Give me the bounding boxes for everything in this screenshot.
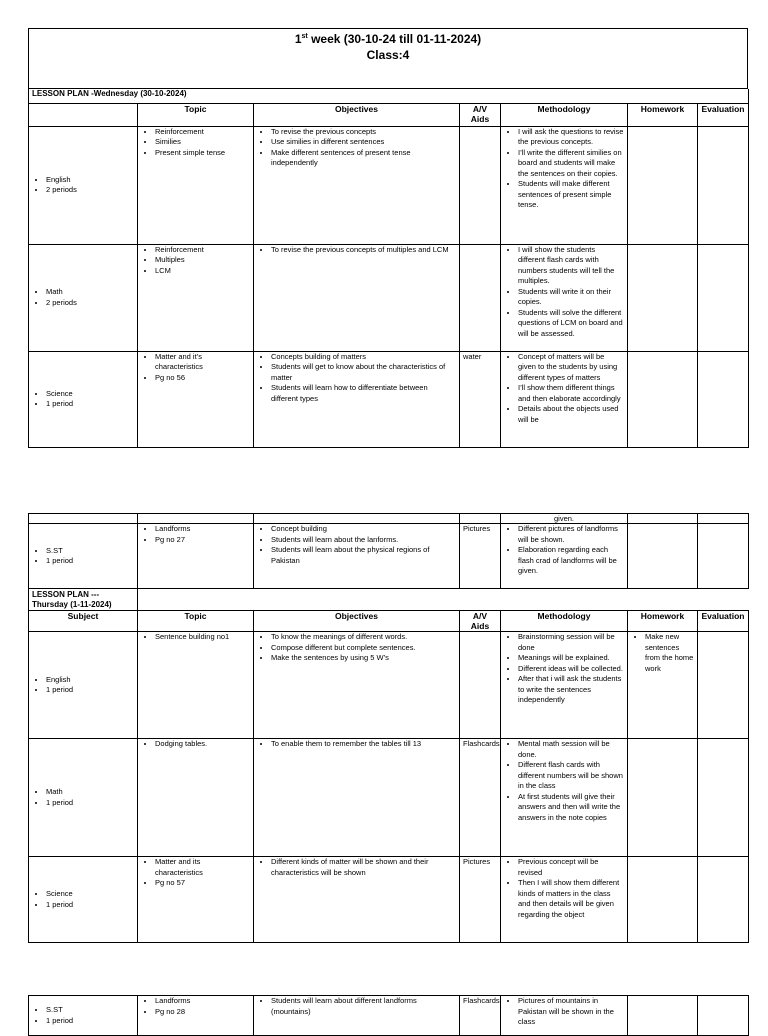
homework-cell [628, 244, 698, 351]
list-item: • Different ideas will be collected. [518, 664, 624, 675]
list-item: • To revise the previous concepts [271, 127, 456, 138]
topic-cell [138, 524, 254, 589]
topic-cell [138, 739, 254, 857]
header-av-aids: A/V Aids [460, 103, 501, 126]
list-item: • To enable them to remember the tables till 13 [271, 739, 456, 750]
topic-cell [138, 126, 254, 244]
list-item: • Pictures of mountains in Pakistan will be shown in the class [518, 996, 624, 1028]
list-item: • S.ST [46, 1005, 134, 1016]
homework-cell [628, 996, 698, 1036]
methodology-cell [501, 126, 628, 244]
list-item: • Concepts building of matters [271, 352, 456, 363]
subject-cell [29, 126, 138, 244]
list-item: • Matter and it’s characteristics [155, 352, 250, 373]
list-item: • Concept building [271, 524, 456, 535]
list-item: • I’ll show them different things and then elaborate accordingly [518, 383, 624, 404]
topic-cell [138, 244, 254, 351]
evaluation-cell [698, 632, 749, 739]
homework-cell [628, 739, 698, 857]
thursday-label: LESSON PLAN --- Thursday (1-11-2024) [29, 589, 138, 611]
list-item: • 2 periods [46, 298, 134, 309]
objectives-cell [254, 739, 460, 857]
list-item: • Pg no 28 [155, 1007, 250, 1018]
list-item: • Reinforcement [155, 127, 250, 138]
topic-cell [138, 632, 254, 739]
evaluation-cell [698, 351, 749, 447]
list-item: • Pg no 56 [155, 373, 250, 384]
list-item: • Math [46, 787, 134, 798]
wednesday-label: LESSON PLAN -Wednesday (30-10-2024) [29, 89, 749, 103]
list-item: • 1 period [46, 900, 134, 911]
list-item: • Science [46, 889, 134, 900]
subject-cell [29, 351, 138, 447]
list-item: • Different pictures of landforms will be shown. [518, 524, 624, 545]
evaluation-cell [698, 524, 749, 589]
list-item: • Pg no 57 [155, 878, 250, 889]
evaluation-cell [698, 739, 749, 857]
page-3 [28, 995, 748, 1036]
list-item: • I will ask the questions to revise the previous concepts. [518, 127, 624, 148]
class-title: Class:4 [366, 48, 410, 62]
list-item: • Students will solve the different questions of LCM on board and will be assessed. [518, 308, 624, 340]
list-item: • Reinforcement [155, 245, 250, 256]
evaluation-cell [698, 996, 749, 1036]
list-item: • LCM [155, 266, 250, 277]
homework-cell [628, 857, 698, 943]
page-1 [28, 28, 748, 448]
subject-cell [29, 996, 138, 1036]
homework-cell [628, 524, 698, 589]
table-row [29, 632, 749, 739]
list-item: • Math [46, 287, 134, 298]
list-item: • Landforms [155, 524, 250, 535]
header-objectives: Objectives [254, 611, 460, 632]
list-item: • Similies [155, 137, 250, 148]
evaluation-cell [698, 126, 749, 244]
objectives-cell [254, 351, 460, 447]
list-item: • Students will make different sentences of present simple tense. [518, 179, 624, 211]
list-item: • To revise the previous concepts of multiples and LCM [271, 245, 456, 256]
list-item: • S.ST [46, 546, 134, 557]
subject-cell [29, 739, 138, 857]
list-item: • Details about the objects used will be [518, 404, 624, 425]
list-item: • Students will learn about the physical regions of Pakistan [271, 545, 456, 566]
table-row [29, 126, 749, 244]
header-blank [29, 103, 138, 126]
table-row [29, 351, 749, 447]
list-item: • Brainstorming session will be done [518, 632, 624, 653]
table-row [29, 739, 749, 857]
header-homework: Homework [628, 611, 698, 632]
list-item: • Students will learn how to differentiate between different types [271, 383, 456, 404]
list-item: • Students will write it on their copies. [518, 287, 624, 308]
methodology-cell [501, 996, 628, 1036]
methodology-cell [501, 524, 628, 589]
list-item: • Elaboration regarding each flash crad of landforms will be given. [518, 545, 624, 577]
av-aids-cell [460, 632, 501, 739]
header-av-aids: A/V Aids [460, 611, 501, 632]
header-evaluation: Evaluation [698, 103, 749, 126]
subject-cell [29, 244, 138, 351]
subject-cell [29, 857, 138, 943]
list-item: • 1 period [46, 399, 134, 410]
table-row [29, 244, 749, 351]
document-title [28, 28, 748, 89]
table-row [29, 996, 749, 1036]
sst-table [28, 995, 749, 1036]
av-aids-cell: Flashcards [460, 996, 501, 1036]
methodology-cell [501, 739, 628, 857]
page-2 [28, 513, 748, 943]
list-item: • 1 period [46, 556, 134, 567]
list-item: • 1 period [46, 1016, 134, 1027]
objectives-cell [254, 996, 460, 1036]
week-title: 1st week (30-10-24 till 01-11-2024) [294, 32, 482, 46]
objectives-cell [254, 524, 460, 589]
methodology-cell [501, 857, 628, 943]
table-row [29, 857, 749, 943]
header-topic: Topic [138, 611, 254, 632]
list-item: • 1 period [46, 798, 134, 809]
list-item: • English [46, 675, 134, 686]
list-item: • At first students will give their answers and then will write the answers in the note copies [518, 792, 624, 824]
methodology-continued: given. [501, 514, 628, 524]
objectives-cell [254, 857, 460, 943]
list-item: • Present simple tense [155, 148, 250, 159]
homework-cell [628, 126, 698, 244]
topic-cell [138, 351, 254, 447]
subject-cell [29, 524, 138, 589]
list-item: • Compose different but complete sentences. [271, 643, 456, 654]
evaluation-cell [698, 244, 749, 351]
objectives-cell [254, 632, 460, 739]
list-item: • Different kinds of matter will be shown and their characteristics will be shown [271, 857, 456, 878]
list-item: • Make different sentences of present tense independently [271, 148, 456, 169]
list-item: • Make new sentences from the home work [645, 632, 694, 674]
list-item: • Then I will show them different kinds of matters in the class and then details will be given regarding the object [518, 878, 624, 920]
av-aids-cell [460, 126, 501, 244]
table-row [29, 524, 749, 589]
list-item: • Sentence building no1 [155, 632, 250, 643]
list-item: • Students will learn about the lanforms. [271, 535, 456, 546]
header-subject: Subject [29, 611, 138, 632]
av-aids-cell: Flashcards [460, 739, 501, 857]
header-objectives: Objectives [254, 103, 460, 126]
list-item: • Concept of matters will be given to the students by using different types of matters [518, 352, 624, 384]
av-aids-cell: Pictures [460, 857, 501, 943]
objectives-cell [254, 126, 460, 244]
homework-cell [628, 632, 698, 739]
list-item: • Dodging tables. [155, 739, 250, 750]
list-item: • Pg no 27 [155, 535, 250, 546]
list-item: • English [46, 175, 134, 186]
header-methodology: Methodology [501, 611, 628, 632]
av-aids-cell [460, 244, 501, 351]
topic-cell [138, 996, 254, 1036]
list-item: • 2 periods [46, 185, 134, 196]
list-item: • Matter and its characteristics [155, 857, 250, 878]
header-methodology: Methodology [501, 103, 628, 126]
list-item: • After that i will ask the students to write the sentences independently [518, 674, 624, 706]
evaluation-cell [698, 857, 749, 943]
list-item: • I will show the students different flash cards with numbers students will tell the multiples. [518, 245, 624, 287]
header-homework: Homework [628, 103, 698, 126]
methodology-cell [501, 351, 628, 447]
list-item: • Landforms [155, 996, 250, 1007]
subject-cell [29, 632, 138, 739]
av-aids-cell: Pictures [460, 524, 501, 589]
list-item: • Meanings will be explained. [518, 653, 624, 664]
methodology-cell [501, 244, 628, 351]
thursday-table [28, 513, 749, 943]
topic-cell [138, 857, 254, 943]
list-item: • Different flash cards with different numbers will be shown in the class [518, 760, 624, 792]
list-item: • Multiples [155, 255, 250, 266]
list-item: • Make the sentences by using 5 W’s [271, 653, 456, 664]
header-topic: Topic [138, 103, 254, 126]
wednesday-table [28, 89, 749, 448]
list-item: • Use similies in different sentences [271, 137, 456, 148]
list-item: • To know the meanings of different words. [271, 632, 456, 643]
list-item: • Mental math session will be done. [518, 739, 624, 760]
list-item: • Students will get to know about the characteristics of matter [271, 362, 456, 383]
homework-cell [628, 351, 698, 447]
list-item: • 1 period [46, 685, 134, 696]
methodology-cell [501, 632, 628, 739]
list-item: • Students will learn about different landforms (mountains) [271, 996, 456, 1017]
objectives-cell [254, 244, 460, 351]
av-aids-cell: water [460, 351, 501, 447]
list-item: • Science [46, 389, 134, 400]
list-item: • I’ll write the different similies on board and students will make the sentences on their copies. [518, 148, 624, 180]
header-evaluation: Evaluation [698, 611, 749, 632]
list-item: • Previous concept will be revised [518, 857, 624, 878]
